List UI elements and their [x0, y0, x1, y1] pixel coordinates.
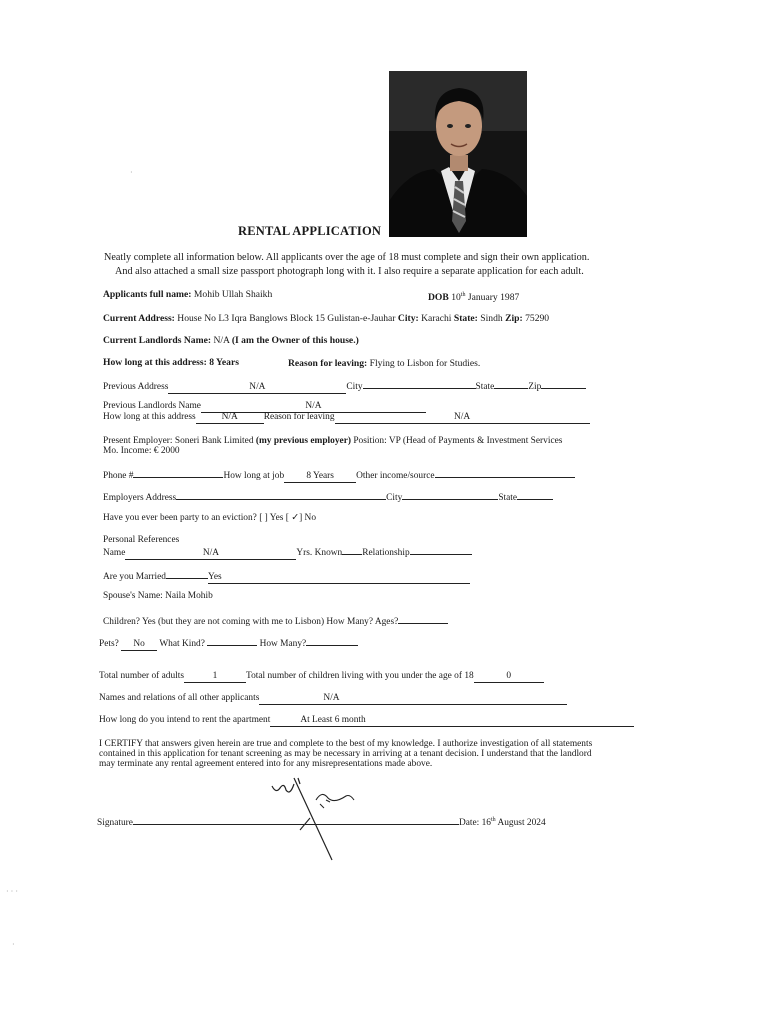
- phone-label: Phone #: [103, 471, 134, 481]
- reference-name-value: N/A: [202, 548, 219, 558]
- references-heading: Personal References: [103, 535, 180, 545]
- previous-duration-row: [103, 412, 590, 424]
- scan-speckle: ·: [130, 168, 133, 177]
- previous-reason-value: N/A: [453, 412, 471, 422]
- stay-row: [103, 358, 239, 369]
- zip-label: Zip:: [505, 313, 523, 324]
- landlord-value[interactable]: N/A: [213, 335, 230, 346]
- ages-label: Ages?: [374, 617, 399, 627]
- pets-row: [99, 636, 358, 651]
- position-label: Position:: [353, 436, 387, 446]
- married-blank: [166, 569, 208, 579]
- signature-field[interactable]: [133, 815, 459, 825]
- income-row: [103, 446, 180, 456]
- city-label: City:: [397, 313, 419, 324]
- adults-value: 1: [212, 671, 218, 681]
- dob-label: DOB: [428, 292, 449, 304]
- relations-row: [99, 693, 567, 705]
- eviction-question: Have you ever been party to an eviction?: [103, 513, 257, 523]
- previous-state-label: State: [475, 382, 495, 392]
- employer-label: Present Employer:: [103, 436, 173, 446]
- children-count-field[interactable]: [474, 672, 544, 683]
- scan-speckle: ·: [12, 940, 15, 949]
- current-address-row: [103, 314, 549, 325]
- previous-state-field[interactable]: [494, 379, 528, 389]
- previous-landlords-value: N/A: [305, 401, 322, 411]
- previous-how-long-label: How long at this address: [103, 412, 196, 422]
- previous-city-label: City: [346, 382, 363, 392]
- employer-address-field[interactable]: [176, 490, 386, 500]
- reference-name-field[interactable]: [125, 549, 296, 560]
- pets-value: No: [133, 639, 145, 649]
- date-month-year[interactable]: August 2024: [497, 818, 546, 828]
- duration-value: At Least 6 month: [300, 715, 366, 725]
- ages-field[interactable]: [398, 614, 448, 624]
- page-title: RENTAL APPLICATION: [238, 224, 382, 238]
- stay-label: How long at this address:: [103, 357, 207, 368]
- previous-address-label: Previous Address: [103, 382, 169, 392]
- relations-value: N/A: [323, 693, 340, 703]
- applicant-name-label: Applicants full name:: [103, 289, 192, 300]
- dob-suffix: th: [460, 292, 466, 298]
- previous-reason-field[interactable]: [335, 413, 590, 424]
- adults-field[interactable]: [184, 672, 246, 683]
- relationship-label: Relationship: [362, 548, 410, 558]
- eviction-no-checkbox[interactable]: [ ✓] No: [285, 513, 317, 523]
- relationship-field[interactable]: [410, 545, 472, 555]
- previous-how-long-field[interactable]: [196, 413, 264, 424]
- phone-field[interactable]: [133, 468, 223, 478]
- certify-line-3: may terminate any rental agreement entered into for any misrepresentations made above.: [99, 759, 433, 769]
- previous-address-row: [103, 379, 586, 394]
- employer-row: [103, 436, 562, 446]
- what-kind-field[interactable]: [207, 636, 257, 646]
- other-income-label: Other income/source: [356, 471, 435, 481]
- landlord-note: (I am the Owner of this house.): [231, 335, 359, 346]
- spouse-row: [103, 591, 213, 601]
- passport-photo: [389, 71, 527, 237]
- certify-line-1: I CERTIFY that answers given herein are true and complete to the best of my knowledge. I authorize investigation of all statements: [99, 739, 593, 749]
- current-address-value[interactable]: House No L3 Iqra Banglows Block 15 Gulistan-e-Jauhar: [177, 313, 396, 324]
- employer-address-row: [103, 490, 553, 503]
- income-value[interactable]: € 2000: [153, 446, 180, 456]
- how-many-pets-field[interactable]: [306, 636, 358, 646]
- position-value[interactable]: VP (Head of Payments & Investment Services: [388, 436, 563, 446]
- date-label: Date:: [458, 818, 480, 828]
- how-long-job-value: 8 Years: [306, 471, 334, 481]
- duration-label: How long do you intend to rent the apartment: [99, 715, 271, 725]
- income-label: Mo. Income:: [103, 446, 152, 456]
- dob-month-year[interactable]: January 1987: [467, 292, 520, 304]
- pets-label: Pets?: [99, 639, 119, 649]
- employer-state-label: State: [498, 493, 518, 503]
- married-label: Are you Married: [103, 572, 166, 582]
- employer-city-field[interactable]: [402, 490, 498, 500]
- employer-address-label: Employers Address: [103, 493, 177, 503]
- children-row: [103, 614, 448, 627]
- reason-value[interactable]: Flying to Lisbon for Studies.: [369, 358, 481, 369]
- spouse-value[interactable]: Naila Mohib: [165, 591, 213, 601]
- state-value[interactable]: Sindh: [480, 313, 503, 324]
- duration-row: [99, 715, 634, 727]
- reason-row: [288, 359, 480, 370]
- signature-label: Signature: [97, 818, 133, 828]
- dob-row: [428, 292, 519, 304]
- previous-zip-label: Zip: [528, 382, 542, 392]
- relations-label: Names and relations of all other applicants: [99, 693, 260, 703]
- eviction-row: [103, 513, 316, 523]
- previous-city-field[interactable]: [363, 379, 476, 389]
- phone-row: [103, 468, 575, 483]
- date-suffix: th: [490, 816, 496, 823]
- zip-value[interactable]: 75290: [525, 313, 550, 324]
- signature-row: [97, 815, 546, 828]
- current-address-label: Current Address:: [103, 313, 175, 324]
- reference-name-label: Name: [103, 548, 126, 558]
- employer-state-field[interactable]: [517, 490, 553, 500]
- employer-value[interactable]: Soneri Bank Limited: [174, 436, 254, 446]
- how-many-pets-label: How Many?: [259, 639, 307, 649]
- city-value[interactable]: Karachi: [421, 313, 452, 324]
- applicant-name-value[interactable]: Mohib Ullah Shaikh: [193, 289, 273, 300]
- years-known-label: Yrs. Known: [296, 548, 343, 558]
- previous-how-long-value: N/A: [221, 412, 238, 422]
- other-income-field[interactable]: [435, 468, 575, 478]
- spouse-label: Spouse's Name:: [103, 591, 163, 601]
- how-long-job-label: How long at job: [223, 471, 285, 481]
- date-day[interactable]: 16: [481, 818, 491, 828]
- landlord-row: [103, 336, 359, 347]
- employer-city-label: City: [386, 493, 403, 503]
- previous-reason-label: Reason for leaving: [263, 412, 335, 422]
- state-label: State:: [453, 313, 478, 324]
- applicant-name-row: [103, 290, 272, 301]
- married-value: Yes: [208, 572, 222, 582]
- certify-line-2: contained in this application for tenant screening as may be necessary in arriving at a tenant decision. I understand that the landlord: [99, 749, 592, 759]
- eviction-yes-checkbox[interactable]: [ ] Yes: [259, 513, 284, 523]
- previous-address-value: N/A: [249, 382, 266, 392]
- employer-note: (my previous employer): [255, 436, 351, 446]
- scan-speckle: · · ·: [6, 887, 18, 896]
- previous-address-field[interactable]: [168, 383, 346, 394]
- reason-label: Reason for leaving:: [288, 358, 368, 369]
- previous-zip-field[interactable]: [541, 379, 586, 389]
- years-known-field[interactable]: [342, 545, 362, 555]
- married-row: [103, 569, 470, 584]
- intro-line-2: And also attached a small size passport photograph long with it. I also require a separate application for each adult.: [115, 266, 584, 277]
- references-row: [103, 545, 472, 560]
- landlord-label: Current Landlords Name:: [103, 335, 212, 346]
- what-kind-label: What Kind?: [159, 639, 205, 649]
- children-question: Children? Yes (but they are not coming with me to Lisbon) How Many?: [103, 617, 374, 627]
- married-field[interactable]: [208, 573, 470, 584]
- dob-day[interactable]: 10: [451, 292, 461, 304]
- relations-field[interactable]: [259, 694, 567, 705]
- intro-line-1: Neatly complete all information below. All applicants over the age of 18 must complete and sign their own application.: [104, 252, 590, 263]
- previous-landlords-label: Previous Landlords Name: [103, 401, 201, 411]
- applicant-portrait: [389, 71, 527, 237]
- occupants-row: [99, 671, 544, 683]
- stay-value[interactable]: 8 Years: [209, 357, 239, 368]
- how-long-job-field[interactable]: [284, 472, 356, 483]
- children-count-value: 0: [506, 671, 512, 681]
- adults-label: Total number of adults: [99, 671, 185, 681]
- children-count-label: Total number of children living with you under the age of 18: [246, 671, 474, 681]
- pets-field[interactable]: [121, 640, 157, 651]
- duration-field[interactable]: [270, 716, 634, 727]
